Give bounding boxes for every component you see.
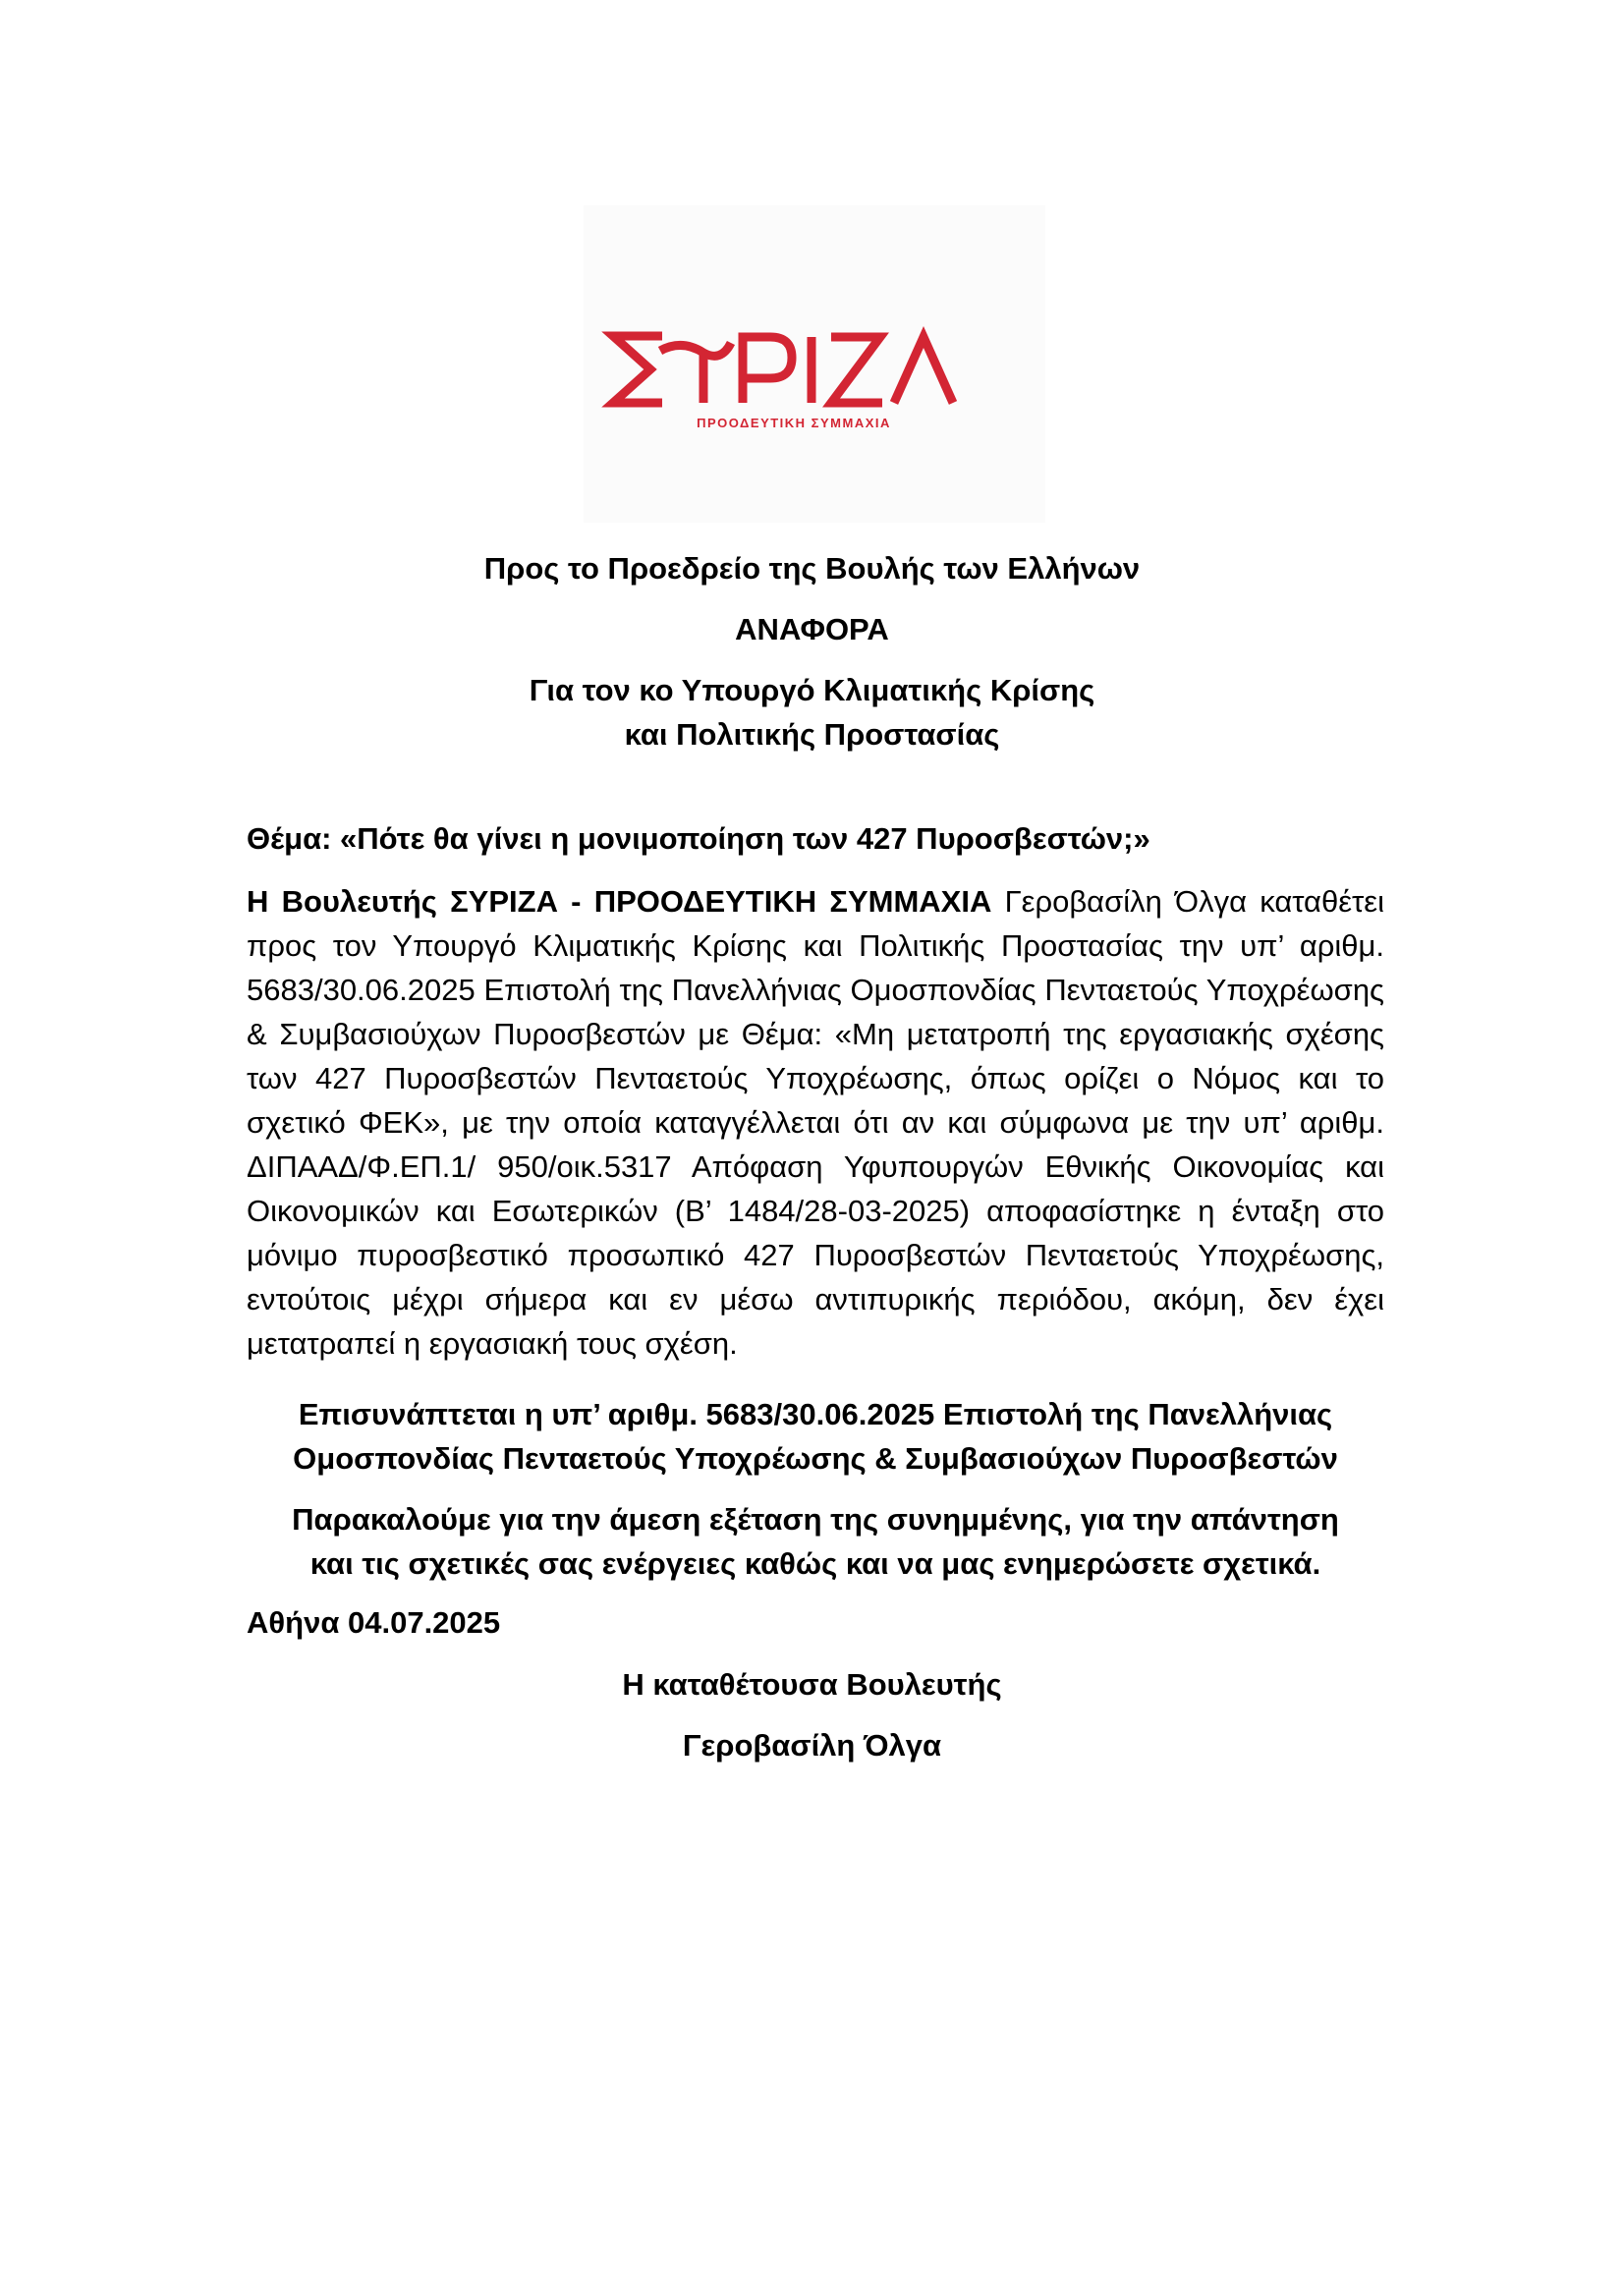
logo-zeta (831, 337, 882, 403)
document-type: ΑΝΑΦΟΡΑ (735, 612, 889, 646)
party-logo (584, 205, 1045, 523)
body-paragraph (247, 879, 1384, 1366)
minister-line-1: Για τον κο Υπουργό Κλιματικής Κρίσης (529, 673, 1095, 707)
attachment-line-2: Ομοσπονδίας Πενταετούς Υποχρέωσης & Συμβασιούχων Πυροσβεστών (293, 1441, 1338, 1476)
body-text: Γεροβασίλη Όλγα καταθέτει προς τον Υπουργό Κλιματικής Κρίσης και Πολιτικής Προστασίας την υπ’ αριθμ. 5683/30.06.2025 Επιστολή της Πανελλήνιας Ομοσπονδίας Πενταετούς Υποχρέωσης & Συμβασιούχων Πυροσβεστών με Θέμα: «Μη μετατροπή της εργασιακής σχέσης των 427 Πυροσβεστών Πενταετούς Υποχρέωσης, όπως ορίζει ο Νόμος και το σχετικό ΦΕΚ», με την οποία καταγγέλλεται ότι αν και σύμφωνα με την υπ’ αριθμ. ΔΙΠΑΑΔ/Φ.ΕΠ.1/ 950/οικ.5317 Απόφαση Υφυπουργών Εθνικής Οικονομίας και Οικονομικών και Εσωτερικών (Β’ 1484/28-03-2025) αποφασίστηκε η ένταξη στο μόνιμο πυροσβεστικό προσωπικό 427 Πυροσβεστών Πενταετούς Υποχρέωσης, εντούτοις μέχρι σήμερα και εν μέσω αντιπυρικής περιόδου, ακόμη, δεν έχει μετατραπεί η εργασιακή τους σχέση. (247, 884, 1384, 1361)
addressee: Προς το Προεδρείο της Βουλής των Ελλήνων (483, 551, 1141, 586)
signature-name: Γεροβασίλη Όλγα (682, 1728, 942, 1763)
attachment-line-1: Επισυνάπτεται η υπ’ αριθμ. 5683/30.06.2025 Επιστολή της Πανελλήνιας (298, 1397, 1333, 1431)
party-logo-graphic (584, 205, 1045, 523)
request-line-2: και τις σχετικές σας ενέργειες καθώς και να μας ενημερώσετε σχετικά. (309, 1546, 1321, 1581)
logo-wave-mark (660, 343, 731, 356)
logo-rho (743, 337, 792, 403)
logo-tagline: ΠΡΟΟΔΕΥΤΙΚΗ ΣΥΜΜΑΧΙΑ (697, 416, 891, 430)
logo-sigma-mark (613, 336, 662, 403)
request-line-1: Παρακαλούμε για την άμεση εξέταση της συνημμένης, για την απάντηση (292, 1502, 1339, 1537)
body-lead: Η Βουλευτής ΣΥΡΙΖΑ - ΠΡΟΟΔΕΥΤΙΚΗ ΣΥΜΜΑΧΙΑ (247, 884, 992, 919)
date: Αθήνα 04.07.2025 (247, 1605, 501, 1640)
logo-alpha (894, 337, 953, 403)
subject: Θέμα: «Πότε θα γίνει η μονιμοποίηση των 427 Πυροσβεστών;» (247, 821, 1150, 856)
signature-role: Η καταθέτουσα Βουλευτής (622, 1667, 1002, 1702)
minister-line-2: και Πολιτικής Προστασίας (624, 717, 1000, 752)
